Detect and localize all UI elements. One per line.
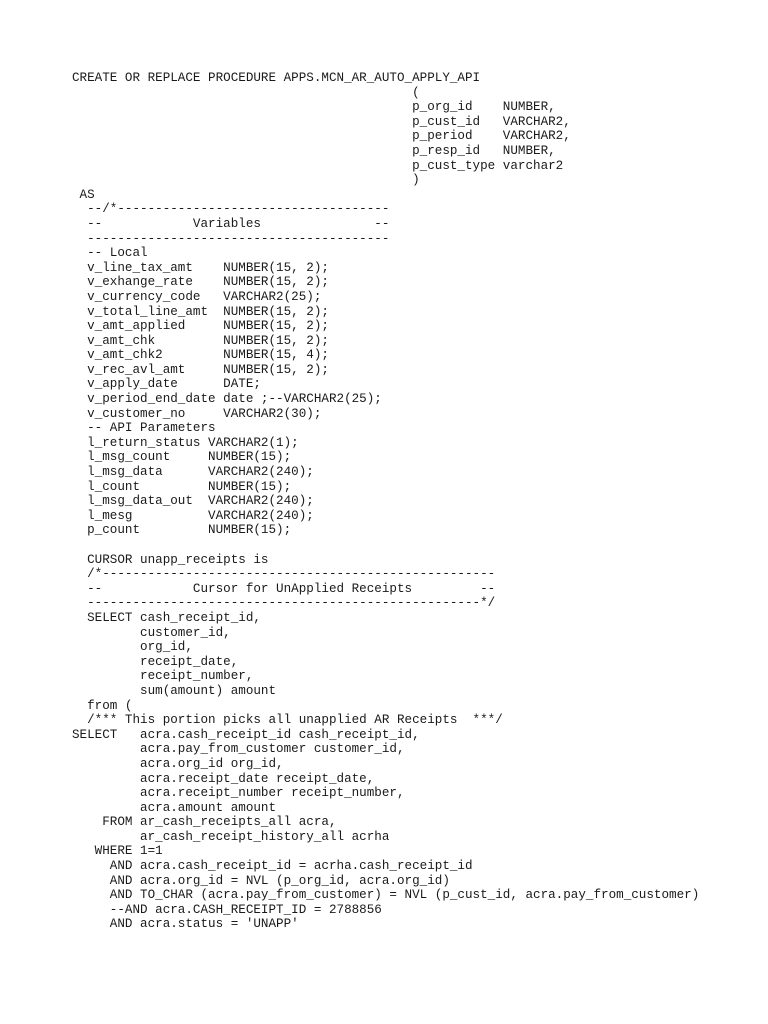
- code-line: SELECT cash_receipt_id,: [72, 610, 261, 625]
- code-line: -- Cursor for UnApplied Receipts --: [72, 581, 496, 596]
- code-line: l_msg_data_out VARCHAR2(240);: [72, 494, 314, 509]
- code-line: acra.org_id org_id,: [72, 756, 284, 771]
- code-line: v_total_line_amt NUMBER(15, 2);: [72, 304, 329, 319]
- code-line: AND TO_CHAR (acra.pay_from_customer) = NVL (p_cust_id, acra.pay_from_customer): [72, 888, 700, 903]
- code-line: ): [72, 173, 420, 188]
- code-line: AND acra.cash_receipt_id = acrha.cash_receipt_id: [72, 859, 473, 874]
- code-line: v_rec_avl_amt NUMBER(15, 2);: [72, 362, 329, 377]
- code-line: org_id,: [72, 640, 193, 655]
- code-line: FROM ar_cash_receipts_all acra,: [72, 815, 337, 830]
- code-line: l_return_status VARCHAR2(1);: [72, 435, 299, 450]
- code-line: v_period_end_date date ;--VARCHAR2(25);: [72, 392, 382, 407]
- code-line: ----------------------------------------------------*/: [72, 596, 496, 611]
- code-line: acra.receipt_number receipt_number,: [72, 786, 405, 801]
- code-line: v_customer_no VARCHAR2(30);: [72, 406, 322, 421]
- code-line: SELECT acra.cash_receipt_id cash_receipt_id,: [72, 727, 420, 742]
- code-line: -- Local: [72, 246, 148, 261]
- code-line: AND acra.org_id = NVL (p_org_id, acra.org_id): [72, 873, 450, 888]
- code-line: v_exhange_rate NUMBER(15, 2);: [72, 275, 329, 290]
- code-line: v_amt_chk NUMBER(15, 2);: [72, 333, 329, 348]
- code-line: ----------------------------------------: [72, 231, 390, 246]
- code-line: AS: [72, 187, 95, 202]
- code-line: v_apply_date DATE;: [72, 377, 261, 392]
- code-line: v_amt_chk2 NUMBER(15, 4);: [72, 348, 329, 363]
- code-line: CURSOR unapp_receipts is: [72, 552, 269, 567]
- code-line: from (: [72, 698, 133, 713]
- code-line: -- API Parameters: [72, 421, 216, 436]
- code-line: --AND acra.CASH_RECEIPT_ID = 2788856: [72, 902, 382, 917]
- code-line: WHERE 1=1: [72, 844, 163, 859]
- code-line: acra.pay_from_customer customer_id,: [72, 742, 405, 757]
- code-line: receipt_number,: [72, 669, 254, 684]
- code-line: l_msg_data VARCHAR2(240);: [72, 465, 314, 480]
- code-line: acra.receipt_date receipt_date,: [72, 771, 375, 786]
- code-line: l_msg_count NUMBER(15);: [72, 450, 292, 465]
- code-line: p_period VARCHAR2,: [72, 129, 571, 144]
- code-line: CREATE OR REPLACE PROCEDURE APPS.MCN_AR_AUTO_APPLY_API: [72, 71, 481, 85]
- code-line: l_count NUMBER(15);: [72, 479, 292, 494]
- code-line: sum(amount) amount: [72, 683, 277, 698]
- code-line: AND acra.status = 'UNAPP': [72, 917, 299, 932]
- code-line: customer_id,: [72, 625, 231, 640]
- code-line: -- Variables --: [72, 216, 390, 231]
- code-line: ar_cash_receipt_history_all acrha: [72, 829, 390, 844]
- code-line: p_cust_type varchar2: [72, 158, 564, 173]
- code-line: p_cust_id VARCHAR2,: [72, 114, 571, 129]
- code-line: p_count NUMBER(15);: [72, 523, 292, 538]
- code-line: receipt_date,: [72, 654, 239, 669]
- code-line: [72, 538, 699, 553]
- code-line: /*** This portion picks all unapplied AR Receipts ***/: [72, 713, 503, 728]
- code-line: p_org_id NUMBER,: [72, 100, 556, 115]
- code-line: v_line_tax_amt NUMBER(15, 2);: [72, 260, 329, 275]
- code-line: p_resp_id NUMBER,: [72, 143, 556, 158]
- code-line: acra.amount amount: [72, 800, 277, 815]
- code-line: --/*------------------------------------: [72, 202, 390, 217]
- plsql-code-block: [72, 71, 699, 932]
- code-line: v_currency_code VARCHAR2(25);: [72, 289, 322, 304]
- code-line: v_amt_applied NUMBER(15, 2);: [72, 319, 329, 334]
- code-line: (: [72, 85, 420, 100]
- code-line: l_mesg VARCHAR2(240);: [72, 508, 314, 523]
- code-line: /*----------------------------------------------------: [72, 567, 496, 582]
